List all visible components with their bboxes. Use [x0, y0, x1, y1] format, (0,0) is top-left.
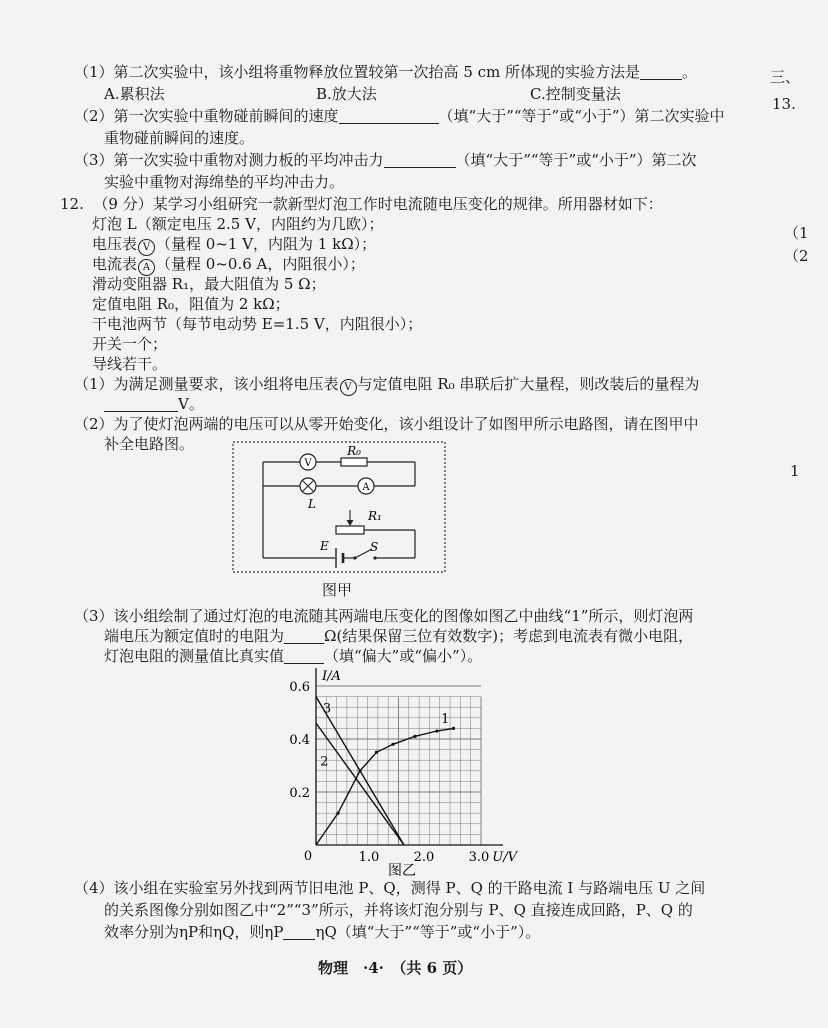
margin-fragment: （1: [784, 224, 809, 242]
battery-label: E: [320, 539, 329, 553]
equip-bulb: 灯泡 L（额定电压 2.5 V，内阻约为几欧）；: [92, 215, 384, 233]
answer-blank[interactable]: [104, 396, 178, 412]
q12-heading: 12. （9 分）某学习小组研究一款新型灯泡工作时电流随电压变化的规律。所用器材如下：: [60, 195, 663, 213]
page-footer: 物理 ·4· （共 6 页）: [318, 959, 473, 977]
q12-sub4-line2: 的关系图像分别如图乙中“2”“3”所示，并将该灯泡分别与 P、Q 直接连成回路，P、Q 的: [104, 901, 693, 919]
chart-title: 图乙: [388, 863, 416, 879]
series-1-point: [435, 729, 438, 732]
margin-fragment: 1: [790, 462, 800, 480]
margin-fragment: 三、: [770, 68, 801, 86]
equip-ammeter: 电流表 A （量程 0~0.6 A，内阻很小）；: [92, 254, 365, 276]
series-1-label: 1: [441, 712, 450, 728]
series-1-point: [452, 727, 455, 730]
origin-label: 0: [303, 849, 313, 864]
q12-sub3-line1: （3）该小组绘制了通过灯泡的电流随其两端电压变化的图像如图乙中曲线“1”所示，则灯泡两: [74, 607, 694, 625]
q12-sub1-line1: （1）为满足测量要求，该小组将电压表 V 与定值电阻 R₀ 串联后扩大量程，则改装后的量程为: [74, 374, 699, 396]
q11-sub2-line2: 重物碰前瞬间的速度。: [104, 129, 255, 147]
q11-option-b: B.放大法: [316, 85, 377, 103]
q12-sub3-line2: 端电压为额定值时的电阻为 Ω(结果保留三位有效数字)；考虑到电流表有微小电阻，: [104, 627, 694, 645]
q11-option-a: A.累积法: [104, 85, 165, 103]
y-tick-label: 0.4: [289, 733, 310, 748]
r1-label: R₁: [368, 509, 382, 523]
figure-jia-caption: 图甲: [322, 581, 353, 599]
r0-label: R₀: [347, 444, 361, 458]
equip-resistor: 定值电阻 R₀，阻值为 2 kΩ；: [92, 295, 290, 313]
resistor-r0: [341, 458, 367, 466]
series-2-label: 2: [320, 754, 329, 770]
q12-sub4-line3: 效率分别为ηP和ηQ，则ηP ηQ（填“大于”“等于”或“小于”）。: [104, 923, 541, 941]
q11-option-c: C.控制变量法: [530, 85, 621, 103]
answer-blank[interactable]: [283, 924, 315, 940]
q12-sub4-line1: （4）该小组在实验室另外找到两节旧电池 P、Q，测得 P、Q 的干路电流 I 与路端电压 U 之间: [74, 879, 706, 897]
q12-sub3-line3: 灯泡电阻的测量值比真实值 （填“偏大”或“偏小”）。: [104, 647, 483, 665]
answer-blank[interactable]: [284, 628, 324, 644]
rheostat-r1: [336, 526, 364, 534]
lamp-label: L: [308, 497, 316, 511]
answer-blank[interactable]: [640, 64, 682, 80]
series-1-point: [413, 735, 416, 738]
q12-sub2-line2: 补全电路图。: [104, 435, 195, 453]
iu-chart: [280, 662, 520, 878]
circuit-diagram: [228, 438, 450, 578]
voltmeter-label: V: [304, 458, 312, 469]
x-tick-label: 1.0: [358, 850, 380, 865]
equip-rheostat: 滑动变阻器 R₁，最大阻值为 5 Ω；: [92, 275, 326, 293]
voltmeter-symbol: V: [138, 239, 155, 256]
ammeter-symbol: A: [138, 259, 155, 276]
x-tick-label: 3.0: [468, 850, 490, 865]
x-tick-label: 2.0: [413, 850, 435, 865]
y-axis-label: I/A: [322, 669, 341, 684]
equip-voltmeter: 电压表 V （量程 0~1 V，内阻为 1 kΩ）；: [92, 234, 376, 256]
q11-sub3-line1: （3）第一次实验中重物对测力板的平均冲击力 （填“大于”“等于”或“小于”）第二次: [74, 151, 697, 169]
series-1-point: [336, 812, 339, 815]
answer-blank[interactable]: [384, 152, 456, 168]
series-3-label: 3: [322, 701, 332, 717]
answer-blank[interactable]: [339, 108, 439, 124]
y-tick-label: 0.6: [289, 680, 310, 695]
ammeter-label: A: [362, 482, 370, 493]
equip-wires: 导线若干。: [92, 355, 168, 373]
margin-fragment: 13.: [772, 95, 796, 113]
switch-label: S: [370, 540, 379, 554]
q11-sub1: （1）第二次实验中，该小组将重物释放位置较第一次抬高 5 cm 所体现的实验方法是 。: [74, 63, 698, 81]
q11-sub2-line1: （2）第一次实验中重物碰前瞬间的速度 （填“大于”“等于”或“小于”）第二次实验中: [74, 107, 725, 125]
series-1-point: [391, 743, 394, 746]
voltmeter-symbol: V: [340, 379, 357, 396]
x-axis-label: U/V: [492, 850, 517, 865]
q12-sub2-line1: （2）为了使灯泡两端的电压可以从零开始变化，该小组设计了如图甲所示电路图，请在图甲中: [74, 415, 699, 433]
equip-battery: 干电池两节（每节电动势 E=1.5 V，内阻很小）；: [92, 315, 423, 333]
series-1-point: [375, 751, 378, 754]
equip-switch: 开关一个；: [92, 335, 168, 353]
y-tick-label: 0.2: [289, 786, 310, 801]
q12-sub1-line2: V。: [104, 394, 204, 414]
margin-fragment: （2: [784, 247, 809, 265]
q11-sub3-line2: 实验中重物对海绵垫的平均冲击力。: [104, 173, 345, 191]
